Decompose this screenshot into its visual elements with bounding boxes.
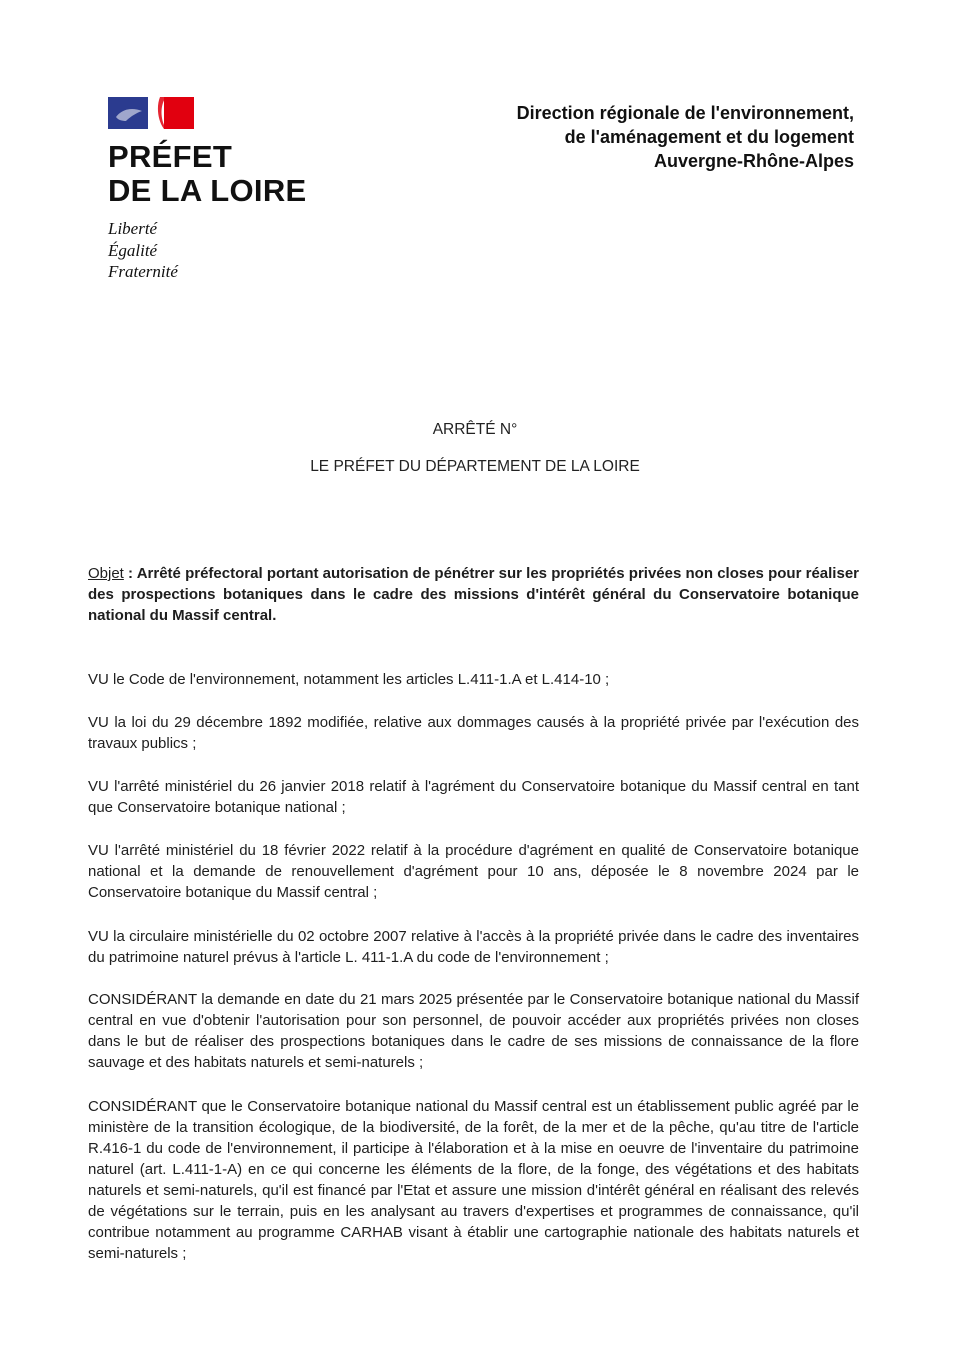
republic-motto: [108, 218, 348, 283]
visa-text: VU l'arrêté ministériel du 18 février 2022 relatif à la procédure d'agrément en qualité de Conservatoire botanique national et la demande de renouvellement d'agrément pour 10 ans, déposée le 8 novembre 2024 par le Conservatoire botanique du Massif central ;: [88, 842, 859, 901]
visa-text: VU l'arrêté ministériel du 26 janvier 2018 relatif à l'agrément du Conservatoire botanique du Massif central en tant que Conservatoire botanique national ;: [88, 778, 859, 816]
directorate-line1: Direction régionale de l'environnement,: [516, 103, 854, 123]
visa-text: VU la circulaire ministérielle du 02 octobre 2007 relative à l'accès à la propriété privée dans le cadre des inventaires du patrimoine naturel prévus à l'article L. 411-1.A du code de l'environnement ;: [88, 928, 859, 966]
visa-paragraph: [88, 926, 859, 968]
visa-text: VU la loi du 29 décembre 1892 modifiée, relative aux dommages causés à la propriété privée par l'exécution des travaux publics ;: [88, 714, 859, 752]
motto-liberte: Liberté: [108, 219, 158, 238]
considerant-paragraph: [88, 989, 859, 1073]
issuing-directorate: [434, 101, 854, 173]
visa-text: VU le Code de l'environnement, notamment les articles L.411-1.A et L.414-10 ;: [88, 671, 610, 688]
objet-text: Arrêté préfectoral portant autorisation de pénétrer sur les propriétés privées non closes pour réaliser des prospections botaniques dans le cadre des missions d'intérêt général du Conservatoire botanique national du Massif central.: [88, 565, 859, 624]
motto-egalite: Égalité: [108, 240, 158, 260]
arrete-number: ARRÊTÉ N°: [432, 421, 518, 438]
prefet-title-line2: DE LA LOIRE: [108, 173, 307, 208]
directorate-line2: de l'aménagement et du logement: [564, 127, 854, 147]
objet-paragraph: [88, 563, 859, 626]
prefet-heading: LE PRÉFET DU DÉPARTEMENT DE LA LOIRE: [310, 458, 640, 475]
visa-paragraph: [88, 712, 859, 754]
prefet-title-line1: PRÉFET: [108, 139, 233, 174]
objet-label: Objet: [88, 565, 124, 582]
considerant-paragraph: [88, 1096, 859, 1264]
visa-paragraph: [88, 776, 859, 818]
considerant-text: CONSIDÉRANT la demande en date du 21 mars 2025 présentée par le Conservatoire botanique national du Massif central en vue d'obtenir l'autorisation pour son personnel, de pouvoir accéder aux propriétés privées non closes dans le but de réaliser des prospections botaniques dans le cadre de ses missions de connaissance de la flore sauvage et des habitats naturels et semi-naturels ;: [88, 991, 859, 1071]
visa-paragraph: [88, 669, 859, 690]
motto-fraternite: Fraternité: [108, 262, 178, 281]
marianne-flag-icon: [108, 97, 194, 129]
objet-separator: :: [123, 565, 137, 582]
visa-paragraph: [88, 840, 859, 903]
prefecture-logo: [108, 97, 348, 283]
prefet-title: [108, 140, 348, 208]
directorate-line3: Auvergne-Rhône-Alpes: [653, 151, 854, 171]
considerant-text: CONSIDÉRANT que le Conservatoire botanique national du Massif central est un établissement public agréé par le ministère de la transition écologique, de la biodiversité, de la forêt, de la mer et de la pêche, qu'au titre de l'article R.416-1 du code de l'environnement, il participe à l'élaboration et à la mise en oeuvre de l'inventaire du patrimoine naturel (art. L.411-1-A) en ce qui concerne les éléments de la flore, de la fonge, des végétations et des habitats naturels et semi-naturels, qu'il est financé par l'Etat et assure une mission d'intérêt général en réalisant des relevés de végétations sur le terrain, puis en les analysant au travers d'expertises et programmes de connaissance, qu'il contribue notamment au programme CARHAB visant à établir une cartographie nationale des habitats naturels et semi-naturels ;: [88, 1098, 859, 1262]
